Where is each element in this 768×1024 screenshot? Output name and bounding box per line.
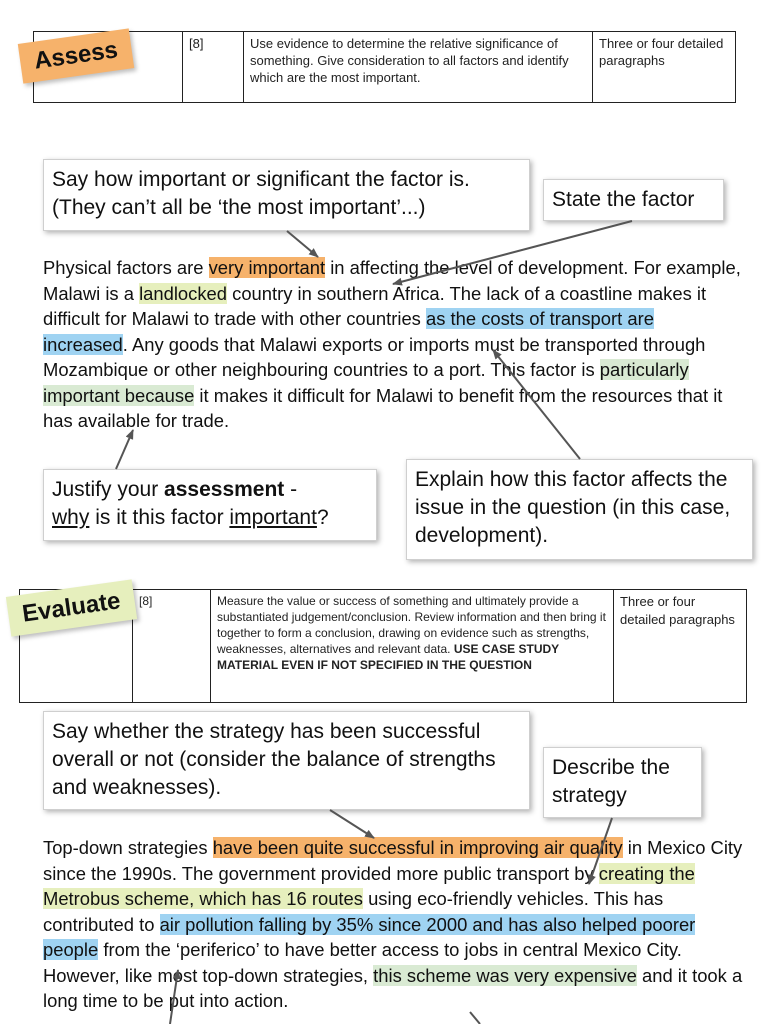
callout-importance: Say how important or significant the factor is. (They can’t all be ‘the most important’...) (43, 159, 530, 231)
text-underline: important (229, 506, 317, 529)
text-run: is it this factor (89, 506, 230, 529)
highlight-weakness: this scheme was very expensive (373, 964, 637, 986)
text-run: in affecting the level of development. For example, Malawi is a (43, 257, 741, 304)
arrow-success (330, 810, 374, 838)
assess-tag: Assess (18, 28, 135, 83)
text-run: . Any goods that Malawi exports or imports must be transported through Mozambique or other neighbouring countries to a port. This factor is (43, 333, 706, 380)
text-bold: USE CASE STUDY MATERIAL EVEN IF NOT SPECIFIED IN THE QUESTION (217, 642, 559, 672)
highlight-justify: particularly important because (43, 359, 689, 406)
arrow-justify (116, 430, 133, 469)
text-bold: assessment (164, 478, 285, 501)
evaluate-tag: Evaluate (6, 579, 137, 636)
length-cell: Three or four detailed paragraphs (614, 590, 747, 703)
text-run: Justify your (52, 478, 165, 501)
text-run: ? (316, 506, 329, 529)
arrow-state-factor (393, 221, 632, 284)
callout-describe: Describe the strategy (543, 747, 702, 818)
callout-state-factor: State the factor (543, 179, 724, 221)
arrow-explain (493, 350, 580, 459)
highlight-importance: very important (208, 257, 326, 278)
arrow-importance (287, 231, 318, 257)
highlight-explain: as the costs of transport are increased (43, 308, 654, 355)
text-run: - (284, 478, 298, 501)
highlight-strategy: creating the Metrobus scheme, which has 16 routes (43, 862, 695, 909)
text-run: it makes it difficult for Malawi to benefit from the resources that it has available for trade. (43, 384, 723, 431)
text-run: Measure the value or success of something and ultimately provide a substantiated judgement/conclusion. Review information and then bring it together to form a conclusion, drawing on evidence such as strengths, weaknesses, alternatives and relevant data. (217, 594, 606, 656)
callout-explain: Explain how this factor affects the issue in the question (in this case, development). (406, 459, 753, 560)
highlight-strength: air pollution falling by 35% since 2000 and has also helped poorer people (43, 913, 696, 960)
text-run: country in southern Africa. The lack of a coastline makes it difficult for Malawi to trade with other countries (43, 282, 707, 329)
highlight-success: have been quite successful in improving air quality (212, 837, 623, 858)
text-run: from the ‘periferico’ to have better access to jobs in central Mexico City. However, like most top-down strategies, (43, 939, 682, 986)
highlight-factor: landlocked (139, 282, 228, 304)
length-cell: Three or four detailed paragraphs (593, 32, 736, 103)
text-run: in Mexico City since the 1990s. The government provided more public transport by (43, 837, 743, 884)
arrow-weakness (470, 1012, 480, 1024)
text-run: and it took a long time to be put into action. (43, 964, 743, 1011)
text-run: Top-down strategies (43, 837, 213, 858)
text-underline: why (52, 506, 90, 529)
marks-cell: [8] (133, 590, 211, 703)
marks-cell: [8] (183, 32, 244, 103)
arrow-describe (589, 818, 612, 884)
arrow-strength (170, 970, 178, 1024)
text-run: Physical factors are (43, 257, 209, 278)
definition-cell: Use evidence to determine the relative significance of something. Give consideration to all factors and identify which are the most important. (244, 32, 593, 103)
text-run: using eco-friendly vehicles. This has contributed to (43, 888, 664, 935)
callout-success: Say whether the strategy has been successful overall or not (consider the balance of strengths and weaknesses). (43, 711, 530, 810)
